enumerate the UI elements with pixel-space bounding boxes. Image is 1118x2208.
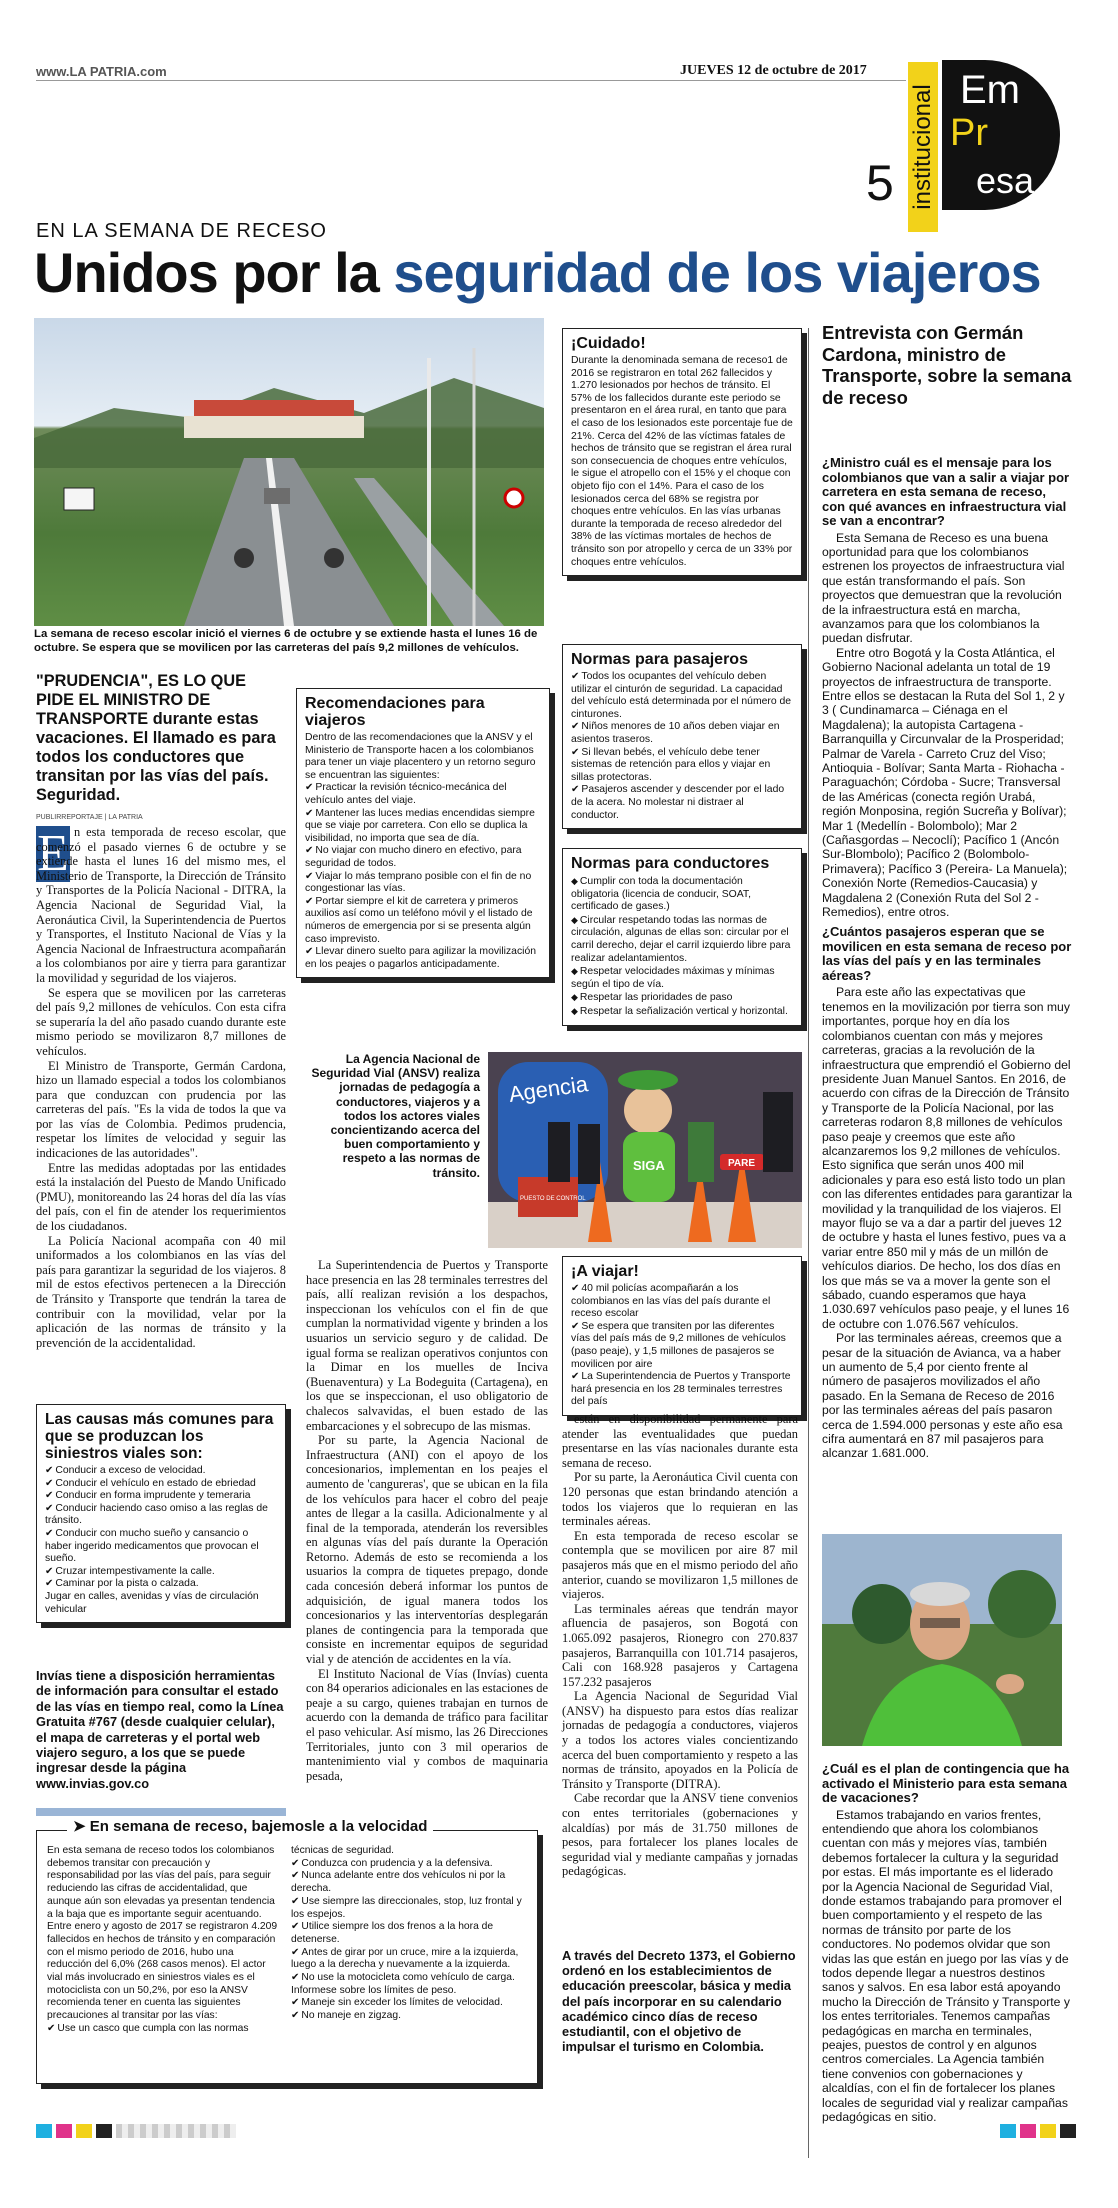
pasajeros-box (562, 644, 802, 829)
ansv-photo (488, 1052, 802, 1248)
pasajeros-item-3: ✔ Si llevan bebés, el vehículo debe tener sistemas de retención para ellos y viajar en sillas protectoras. (571, 747, 793, 785)
velocidad-item-2: ✔ Nunca adelante entre dos vehículos ni por la derecha. (291, 1870, 527, 1895)
minister-photo (822, 1534, 1062, 1746)
issue-date: JUEVES 12 de octubre de 2017 (680, 63, 867, 78)
conductores-title: Normas para conductores (571, 855, 770, 872)
velocidad-right-intro: técnicas de seguridad. (291, 1845, 395, 1856)
conductores-item-3: ◆ Respetar velocidades máximas y mínimas según el tipo de vía. (571, 965, 793, 991)
headline-blue: seguridad de los viajeros (393, 241, 1041, 304)
body-mid2-p3: En esta temporada de receso escolar se contempla que se movilicen por aire 87 mil pasajeros más que en el mismo periodo del año anterior, cuando se movilizaron 1,5 millones de viajeros. (562, 1528, 798, 1602)
byline: PUBLIRREPORTAJE | LA PATRIA (36, 814, 143, 821)
causa-2: ✔ Conducir el vehículo en estado de ebriedad (45, 1478, 277, 1491)
conductores-item-1: ◆ Cumplir con toda la documentación obligatoria (licencia de conducir, SOAT, certificado de gases.) (571, 875, 793, 914)
recomendacion-2: ✔ Mantener las luces medias encendidas siempre que se viaje por carretera. Con ello se duplica la visibilidad, no importa que sea de día. (305, 808, 541, 846)
causa-6: ✔ Cruzar intempestivamente la calle. (45, 1566, 277, 1579)
bottom-color-bar (36, 2124, 1076, 2138)
divider-band (36, 1808, 286, 1816)
recomendacion-1: ✔ Practicar la revisión técnico-mecánica del vehículo antes del viaje. (305, 782, 541, 807)
interview-a1-p1: Esta Semana de Receso es una buena oportunidad para que los colombianos estrenen los proyectos de infraestructura vial que están transformando el país. Son proyectos que demuestran que la revolución de la infraestructura está en marcha, avanzamos para que los colombianos la puedan disfrutar. (822, 530, 1065, 646)
velocidad-item-7: ✔ Maneje sin exceder los límites de velocidad. (291, 1997, 527, 2010)
causa-tail: Jugar en calles, avenidas y vías de circulación vehicular (45, 1590, 259, 1615)
causas-title: Las causas más comunes para que se produzcan los siniestros viales son: (45, 1411, 274, 1462)
interview-q1: ¿Ministro cuál es el mensaje para los colombianos que van a salir a viajar por carretera en esta semana de receso, con qué avances en infraestructura vial se van a encontrar? (822, 455, 1070, 528)
page-number: 5 (866, 155, 894, 211)
causa-7: ✔ Caminar por la pista o calzada. (45, 1578, 277, 1591)
siga-text: SIGA (633, 1158, 665, 1173)
header-rule (36, 80, 906, 81)
velocidad-left (47, 1845, 279, 2036)
ansv-caption: La Agencia Nacional de Seguridad Vial (ANSV) realiza jornadas de pedagogía a conductores, viajeros y a todos los actores viales concientizando acerca del buen comportamiento y respeto a las normas de tránsito. (311, 1052, 480, 1180)
velocidad-item-8: ✔ No maneje en zigzag. (291, 2010, 527, 2023)
body-mid2-p4: Las terminales aéreas que tendrán mayor afluencia de pasajeros, son Bogotá con 1.065.092 pasajeros, Rionegro con 270.837 pasajeros, Barranquilla con 101.714 pasajeros, Cali con 168.928 pasajeros y Cartagena 157.232 pasajeros (562, 1601, 798, 1689)
body-mid2-p2: Por su parte, la Aeronáutica Civil cuenta con 120 personas que estan brindando atención a todos los viajeros que lo requieran en las terminales aéreas. (562, 1470, 798, 1529)
velocidad-item-1: ✔ Conduzca con prudencia y a la defensiva. (291, 1858, 527, 1871)
body-mid2-p5: La Agencia Nacional de Seguridad Vial (ANSV) ha dispuesto para estos días realizar jornadas de pedagogía a conductores, viajeros y a todos los actores viales concientizando acerca del buen comportamiento y respeto a las normas de tránsito, apoyados en la Policía de Tránsito y Transporte (DITRA). (562, 1689, 798, 1791)
pull-quote: "PRUDENCIA", ES LO QUE PIDE EL MINISTRO DE TRANSPORTE durante estas vacaciones. El llamado es para todos los conductores que transitan por las vías del país. Seguridad. (36, 672, 276, 804)
velocidad-item-5: ✔ Antes de girar por un cruce, mire a la izquierda, luego a la derecha y nuevamente a la izquierda. (291, 1947, 527, 1972)
cuidado-box (562, 328, 802, 576)
velocidad-item-4: ✔ Utilice siempre los dos frenos a la hora de detenerse. (291, 1921, 527, 1946)
recomendacion-6: ✔ Llevar dinero suelto para agilizar la movilización en los peajes o pagarlos anticipadamente. (305, 946, 541, 971)
interview-q2: ¿Cuántos pasajeros esperan que se movilicen en esta semana de receso por las vías del país y en las terminales aéreas? (822, 924, 1072, 983)
viajar-title: ¡A viajar! (571, 1263, 639, 1280)
body-left-p2: Se espera que se movilicen por las carreteras del país 9,2 millones de vehículos. Con esta cifra se superaría la del año pasado cuando durante este mismo periodo se movilizaron 8,7 millones de vehículos. (36, 985, 286, 1058)
column-rule-right (808, 328, 809, 2158)
ansv-banner-text: Agencia (507, 1071, 590, 1107)
recomendaciones-box (296, 688, 550, 978)
headline-black: Unidos por la (34, 241, 379, 304)
velocidad-right (291, 1845, 527, 2023)
recomendacion-3: ✔ No viajar con mucho dinero en efectivo, para seguridad de todos. (305, 845, 541, 870)
velocidad-left-item: ✔ Use un casco que cumpla con las normas (47, 2023, 279, 2036)
causa-4: ✔ Conducir haciendo caso omiso a las reglas de tránsito. (45, 1503, 277, 1528)
velocidad-item-3: ✔ Use siempre las direccionales, stop, luz frontal y los espejos. (291, 1896, 527, 1921)
interview-title: Entrevista con Germán Cardona, ministro de Transporte, sobre la semana de receso (822, 322, 1072, 408)
body-mid2-p1: están en disponibilidad permanente para atender las eventualidades que puedan presentarse en las vías nacionales durante esta semana de receso. (562, 1412, 798, 1470)
pasajeros-item-4: ✔ Pasajeros ascender y descender por el lado de la acera. No molestar ni distraer al conductor. (571, 784, 793, 822)
body-left (36, 825, 286, 1350)
interview-a2-p2: Por las terminales aéreas, creemos que a pesar de la situación de Avianca, va a haber un aumento de 5,4 por ciento frente al número de pasajeros movilizados el año pasado. En la Semana de Receso de 2016 por las terminales aéreas del país pasaron cerca de 1.594.000 personas y este año esa cifra aumentará en 87 mil pasajeros para alcanzar 1.681.000. (822, 1331, 1063, 1461)
photo-caption: La semana de receso escolar inició el viernes 6 de octubre y se extiende hasta el lunes 16 de octubre. Se espera que se movilicen por las carreteras del país 9,2 millones de vehículos. (34, 628, 538, 654)
conductores-box (562, 848, 802, 1026)
velocidad-title: ➤ En semana de receso, bajemosle a la velocidad (67, 1817, 433, 1835)
invias-note: Invías tiene a disposición herramientas de información para consultar el estado de las vías en tiempo real, como la Línea Gratuita #767 (desde cualquier celular), el mapa de carreteras y el portal web viajero seguro, a los que se puede ingresar desde la página www.invias.gov.co (36, 1668, 284, 1791)
body-left-p3: El Ministro de Transporte, Germán Cardona, hizo un llamado especial a todos los colombianos para que conduzcan con prudencia por las carreteras del país. "Es la vida de todos la que va por las vías de Colombia. Pedimos prudencia, respetar los límites de velocidad y seguir las indicaciones de las autoridades". (36, 1058, 286, 1161)
pasajeros-item-2: ✔ Niños menores de 10 años deben viajar en asientos traseros. (571, 721, 793, 746)
section-label-vertical: institucional (908, 62, 938, 232)
cuidado-title: ¡Cuidado! (571, 335, 646, 352)
body-mid2 (562, 1412, 798, 1879)
causa-3: ✔ Conducir en forma imprudente y temeraria (45, 1490, 277, 1503)
causas-box (36, 1404, 286, 1623)
recomendaciones-list (305, 732, 541, 971)
dropcap: E (37, 825, 69, 882)
conductores-item-4: ◆ Respetar las prioridades de paso (571, 991, 793, 1005)
velocidad-text: En esta semana de receso todos los colombianos debemos transitar con precaución y responsabilidad por las vías del país, para seguir reduciendo las cifras de accidentalidad, que aunque aún son elevadas ya presentan tendencia a la baja que es importante seguir acentuando. Entre enero y agosto de 2017 se registraron 4.209 fallecidos en hechos de tránsito y en comparación con el mismo periodo de 2016, hubo una reducción del 6,0% (268 casos menos). El actor vial más involucrado en siniestros viales es el motociclista con un 50,2%, por eso la ANSV recomienda tener en cuenta las siguientes precauciones al transitar por las vías: (47, 1845, 278, 2022)
conductores-item-5: ◆ Respetar la señalización vertical y horizontal. (571, 1005, 793, 1019)
body-mid2-p6: Cabe recordar que la ANSV tiene convenios con entes territoriales (gobernaciones y alcaldías) por más de 31.750 millones de pesos, para fortalecer los planes locales de seguridad vial y mediante campañas y jornadas pedagógicas. (562, 1791, 798, 1879)
pare-text: PARE (728, 1158, 756, 1169)
body-mid-p2: Por su parte, la Agencia Nacional de Infraestructura (ANI) con el apoyo de los concesionarios, implementan en los peajes el aumento de 'cangureras', que se ubican en la fila de los vehículos para hacer el cobro del peaje antes de llegar a la casilla. Adicionalmente y al final de la temporada, atenderán los reversibles en algunas vías del país durante la Operación Retorno. Además de esto se recomienda a los usuarios la compra de tiquetes prepago, donde cada concesión deberá informar los puntos de adquisición, de igual manera todos los concesionarios y las interventorías desplegarán planes de contingencia para la temporada que consiste en incrementar equipos de seguridad vial y de atención de accidentes en la vía. (306, 1433, 548, 1667)
body-left-p5: La Policía Nacional acompaña con 40 mil uniformados a los colombianos en las vías del país para garantizar la seguridad de los viajeros. 8 mil de estos efectivos pertenecen a la Dirección de Tránsito y Transporte que tendrán la tarea de contribuir con la movilidad, velar por la aplicación de las normas de tránsito y la prevención de la accidentalidad. (36, 1233, 286, 1350)
body-mid (306, 1258, 548, 1783)
interview-col-2 (822, 1756, 1072, 2124)
headline (34, 242, 1041, 304)
body-mid-p3: El Instituto Nacional de Vías (Invías) cuenta con 84 operarios adicionales en las estaciones de peaje a su cargo, quienes trabajan en turnos de acuerdo con la demanda de tráfico para facilitar el paso vehicular. Así mismo, las 26 Direcciones Territoriales, junto con 3 mil operarios de mantenimiento vial y combos de maquinaria pesada, (306, 1666, 548, 1783)
pasajeros-title: Normas para pasajeros (571, 651, 748, 668)
viajar-item-2: ✔ Se espera que transiten por las diferentes vías del país más de 9,2 millones de vehículos (paso peaje), y 1,5 millones de pasajeros se movilicen por aire (571, 1321, 793, 1371)
arrow-icon: ➤ (73, 1818, 86, 1835)
velocidad-item-6: ✔ No use la motocicleta como vehículo de carga. Informese sobre los límites de peso. (291, 1972, 527, 1997)
viajar-box (562, 1256, 802, 1416)
pasajeros-list (571, 671, 793, 822)
interview-q3: ¿Cuál es el plan de contingencia que ha activado el Ministerio para esta semana de vacaciones? (822, 1761, 1070, 1805)
conductores-item-2: ◆ Circular respetando todas las normas de circulación, algunas de ellas son: circular por el carril derecho, dejar el carril izquierdo libre para realizar adelantamientos. (571, 914, 793, 965)
interview-a1-p2: Entre otro Bogotá y la Costa Atlántica, el Gobierno Nacional adelanta un total de 19 proyectos de infraestructura de transporte. Entre ellos se destacan la Ruta del Sol 1, 2 y 3 ( Cundinamarca – Ciénaga en el Magdalena); la autopista Cartagena - Barranquilla y Circunvalar de la Prosperidad; Palmar de Varela - Carreto Cruz del Viso; Antioquia - Bolívar; Santa Marta - Riohacha - Paraguachón; Córdoba - Sucre; Transversal de las Américas (conecta región Urabá, región Monposina, región Sucreña y Bolívar); Mar 1 (Medellín - Bolombolo); Mar 2 (Cañasgordas – Necoclí); Pacífico 1 (Ancón Sur-Blombolo); Pacífico 2 (Bolombolo- Primavera); Pacífico 3 (Pereira- La Manuela); Conexión Norte (Remedios-Caucasia) y Magdalena 2 (Conexión Ruta del Sol 2 - Remedios), entre otros. (822, 645, 1068, 920)
conductores-list (571, 875, 793, 1019)
highway-photo (34, 318, 544, 626)
recomendaciones-title: Recomendaciones para viajeros (305, 695, 485, 729)
decree-note: A través del Decreto 1373, el Gobierno ordenó en los establecimientos de educación preescolar, básica y media del país incorporar en su calendario académico cinco días de receso estudiantil, con el objetivo de impulsar el turismo en Colombia. (562, 1948, 796, 2055)
causa-1: ✔ Conducir a exceso de velocidad. (45, 1465, 277, 1478)
body-left-p1: n esta temporada de receso escolar, que comenzó el pasado viernes 6 de octubre y se extiende hasta el lunes 16 del mismo mes, el Ministerio de Transporte, la Dirección de Tránsito y Transportes de la Policía Nacional - DITRA, la Agencia Nacional de Seguridad Vial, la Aeronáutica Civil, la Superintendencia de Puertos y Transportes, el Instituto Nacional de Vías y la Agencia Nacional de Infraestructura acompañarán a los colombianos por aire y tierra para garantizar la movilidad y seguridad de los viajeros. (36, 825, 286, 985)
causas-list (45, 1465, 277, 1616)
body-left-p4: Entre las medidas adoptadas por las entidades está la instalación del Puesto de Mando Unificado (PMU), monitoreando las 24 horas del día las vías del país, con el fin de atender los requerimientos de los ciudadanos. (36, 1160, 286, 1234)
viajar-item-3: ✔ La Superintendencia de Puertos y Transporte hará presencia en los 28 terminales terrestres del país (571, 1371, 793, 1409)
interview-a2-p1: Para este año las expectativas que tenemos en la movilización por tierra son muy importantes, porque hoy en día los colombianos cuentan con más y mejores carreteras, gracias a la revolución de la infraestructura que emprendió el Gobierno del presidente Juan Manuel Santos. En 2016, de acuerdo con cifras de la Dirección de Tránsito y Transporte de la Policía Nacional, por las carreteras rodaron 8,8 millones de vehículos paso peaje y creemos que este año alcanzaremos los 9,2 millones de vehículos. Esto significa que serán unos 400 mil adicionales y para eso está listo todo un plan con las diferentes entidades para garantizar la movilidad y la tranquilidad de los viajeros. El mayor flujo se va a dar a partir del jueves 12 de octubre y hasta el lunes festivo, pues va a variar entre 850 mil y más de un millón de vehículos diarios. De hecho, los dos días en los que más se va a mover la gente son el sábado, cuando esperamos que haya 1.030.697 vehículos paso peaje, y el lunes 16 de octubre con 1.076.567 vehículos. (822, 985, 1072, 1331)
body-mid-p1: La Superintendencia de Puertos y Transporte hace presencia en las 28 terminales terrestres del país, allí realizan revisión a los despachos, inspeccionan los vehículos con el fin de que cumplan la normatividad vigente y brinden a los usuarios un servicio seguro y de calidad. De igual forma se realizan operativos conjuntos con la Dimar en los muelles de Inciva (Buenaventura) y La Bodeguita (Cartagena), en los que se inspeccionan, el uso obligatorio de chalecos salvavidas, el buen estado de las embarcaciones y el sobrecupo de las mismas. (306, 1258, 548, 1433)
interview-col (822, 450, 1072, 1461)
velocidad-box (36, 1818, 538, 2084)
recomendacion-4: ✔ Viajar lo más temprano posible con el fin de no congestionar las vías. (305, 871, 541, 896)
site-url: www.LA PATRIA.com (36, 64, 167, 79)
pasajeros-item-1: ✔ Todos los ocupantes del vehículo deben utilizar el cinturón de seguridad. La capacidad del vehículo está determinada por el número de cinturones. (571, 671, 793, 721)
puesto-text: PUESTO DE CONTROL (520, 1196, 586, 1202)
viajar-list (571, 1283, 793, 1409)
viajar-item-1: ✔ 40 mil policías acompañarán a los colombianos en las vías del país durante el receso escolar (571, 1283, 793, 1321)
recomendaciones-intro: Dentro de las recomendaciones que la ANSV y el Ministerio de Transporte hacen a los colombianos para tener un viaje placentero y un retorno seguro se encuentran las siguientes: (305, 732, 536, 781)
interview-a3-p1: Estamos trabajando en varios frentes, entendiendo que ahora los colombianos cuentan con más y mejores vías, también debemos fortalecer la cultura y la seguridad por estas. El más importante es el liderado por la Agencia Nacional de Seguridad Vial, donde estamos trabajando para promover el buen comportamiento y el respeto de las normas de tránsito por parte de los conductores. No podemos olvidar que son vidas las que están en juego por las vías y de todos depende llegar a nuestros destinos sanos y salvos. En esa labor está apoyando mucho la Dirección de Tránsito y Transporte y los entes territoriales. Tenemos campañas pedagógicas en marcha en terminales, peajes, puestos de control y en algunos centros comerciales. La Agencia también tiene convenios con gobernaciones y alcaldías, con el fin de fortalecer los planes locales de seguridad vial y realizar campañas pedagógicas en sitio. (822, 1807, 1070, 2125)
causa-5: ✔ Conducir con mucho sueño y cansancio o haber ingerido medicamentos que provocan el sueño. (45, 1528, 277, 1566)
section-logo: Em Pr esa (942, 60, 1060, 210)
recomendacion-5: ✔ Portar siempre el kit de carretera y primeros auxilios así como un teléfono móvil y el listado de números de emergencia por si se presenta algún caso imprevisto. (305, 896, 541, 946)
cuidado-text: Durante la denominada semana de receso1 de 2016 se registraron en total 262 fallecidos y 1.270 lesionados por hechos de tránsito. El 57% de los fallecidos durante este periodo se presentaron en el área rural, en tanto que para el caso de los lesionados este porcentaje fue de 21%. Cerca del 42% de las víctimas fatales de hechos de tránsito que se registran el área rural son consecuencia de choques entre vehículos, le sigue el atropello con el 15% y el choque con objeto fijo con el 14%. Para el caso de los lesionados cerca del 68% se registra por choques entre vehículos. En las vías urbanas durante la temporada de receso alrededor del 38% de las víctimas mortales de hechos de tránsito son por atropello y cerca de un 33% por choques entre vehículos. (571, 355, 793, 568)
kicker: EN LA SEMANA DE RECESO (36, 220, 327, 242)
